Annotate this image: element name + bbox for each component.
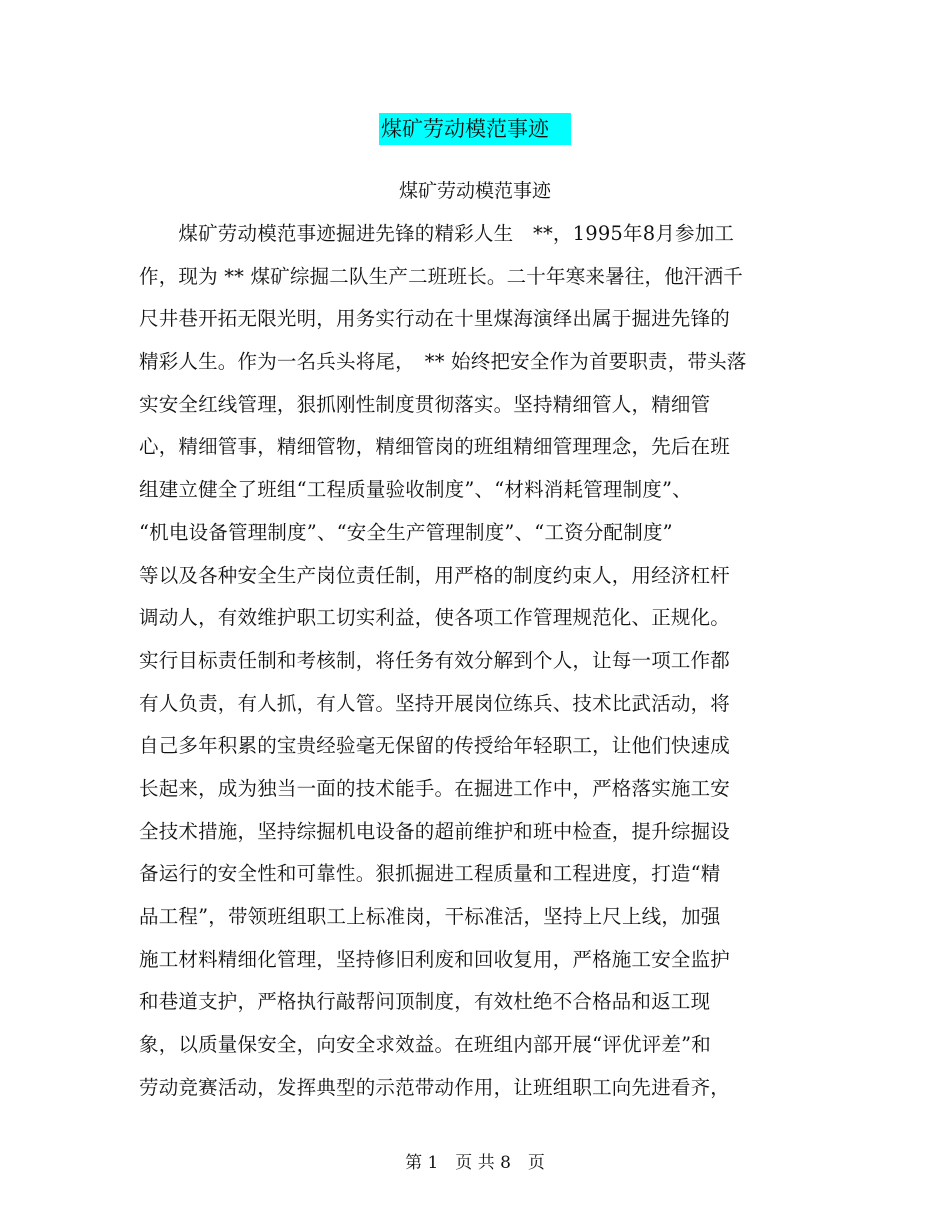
body-line: 煤矿劳动模范事迹掘进先锋的精彩人生 **，1995年8月参加工 xyxy=(139,222,735,245)
body-line: 品工程”，带领班组职工上标准岗，干标准活，坚持上尺上线，加强 xyxy=(139,905,721,928)
document-title xyxy=(0,113,950,145)
document-body xyxy=(139,218,789,1114)
document-title-text: 煤矿劳动模范事迹 xyxy=(379,113,571,145)
body-line: 调动人，有效维护职工切实利益，使各项工作管理规范化、正规化。 xyxy=(139,606,731,630)
document-subtitle: 煤矿劳动模范事迹 xyxy=(398,180,551,202)
body-line: 自己多年积累的宝贵经验毫无保留的传授给年轻职工，让他们快速成 xyxy=(139,734,731,758)
body-line: 心，精细管事，精细管物，精细管岗的班组精细管理理念，先后在班 xyxy=(139,435,731,459)
body-line: 精彩人生。作为一名兵头将尾， ** 始终把安全作为首要职责，带头落 xyxy=(139,350,747,374)
body-line: 备运行的安全性和可靠性。狠抓掘进工程质量和工程进度，打造“精 xyxy=(139,862,721,886)
body-line: 实行目标责任制和考核制，将任务有效分解到个人，让每一项工作都 xyxy=(139,648,731,672)
body-line: 组建立健全了班组“工程质量验收制度”、“材料消耗管理制度”、 xyxy=(139,478,692,502)
body-line: 长起来，成为独当一面的技术能手。在掘进工作中，严格落实施工安 xyxy=(139,776,731,800)
body-line: 和巷道支护，严格执行敲帮问顶制度，有效杜绝不合格品和返工现 xyxy=(139,990,711,1014)
body-line: “机电设备管理制度”、“安全生产管理制度”、“工资分配制度” xyxy=(139,520,673,544)
body-line: 全技术措施，坚持综掘机电设备的超前维护和班中检查，提升综掘设 xyxy=(139,819,731,843)
body-line: 等以及各种安全生产岗位责任制，用严格的制度约束人，用经济杠杆 xyxy=(139,563,731,587)
body-line: 有人负责，有人抓，有人管。坚持开展岗位练兵、技术比武活动，将 xyxy=(139,691,731,715)
body-line: 作，现为 ** 煤矿综掘二队生产二班班长。二十年寒来暑往，他汗洒千 xyxy=(139,264,743,288)
body-line: 劳动竞赛活动，发挥典型的示范带动作用，让班组职工向先进看齐， xyxy=(139,1075,731,1099)
body-line: 尺井巷开拓无限光明，用务实行动在十里煤海演绎出属于掘进先锋的 xyxy=(139,307,731,331)
page-footer: 第 1 页 共 8 页 xyxy=(405,1153,545,1173)
body-line: 象，以质量保安全，向安全求效益。在班组内部开展“评优评差”和 xyxy=(139,1033,711,1057)
body-line: 施工材料精细化管理，坚持修旧利废和回收复用，严格施工安全监护 xyxy=(139,947,731,971)
body-line: 实安全红线管理，狠抓刚性制度贯彻落实。坚持精细管人，精细管 xyxy=(139,392,711,416)
